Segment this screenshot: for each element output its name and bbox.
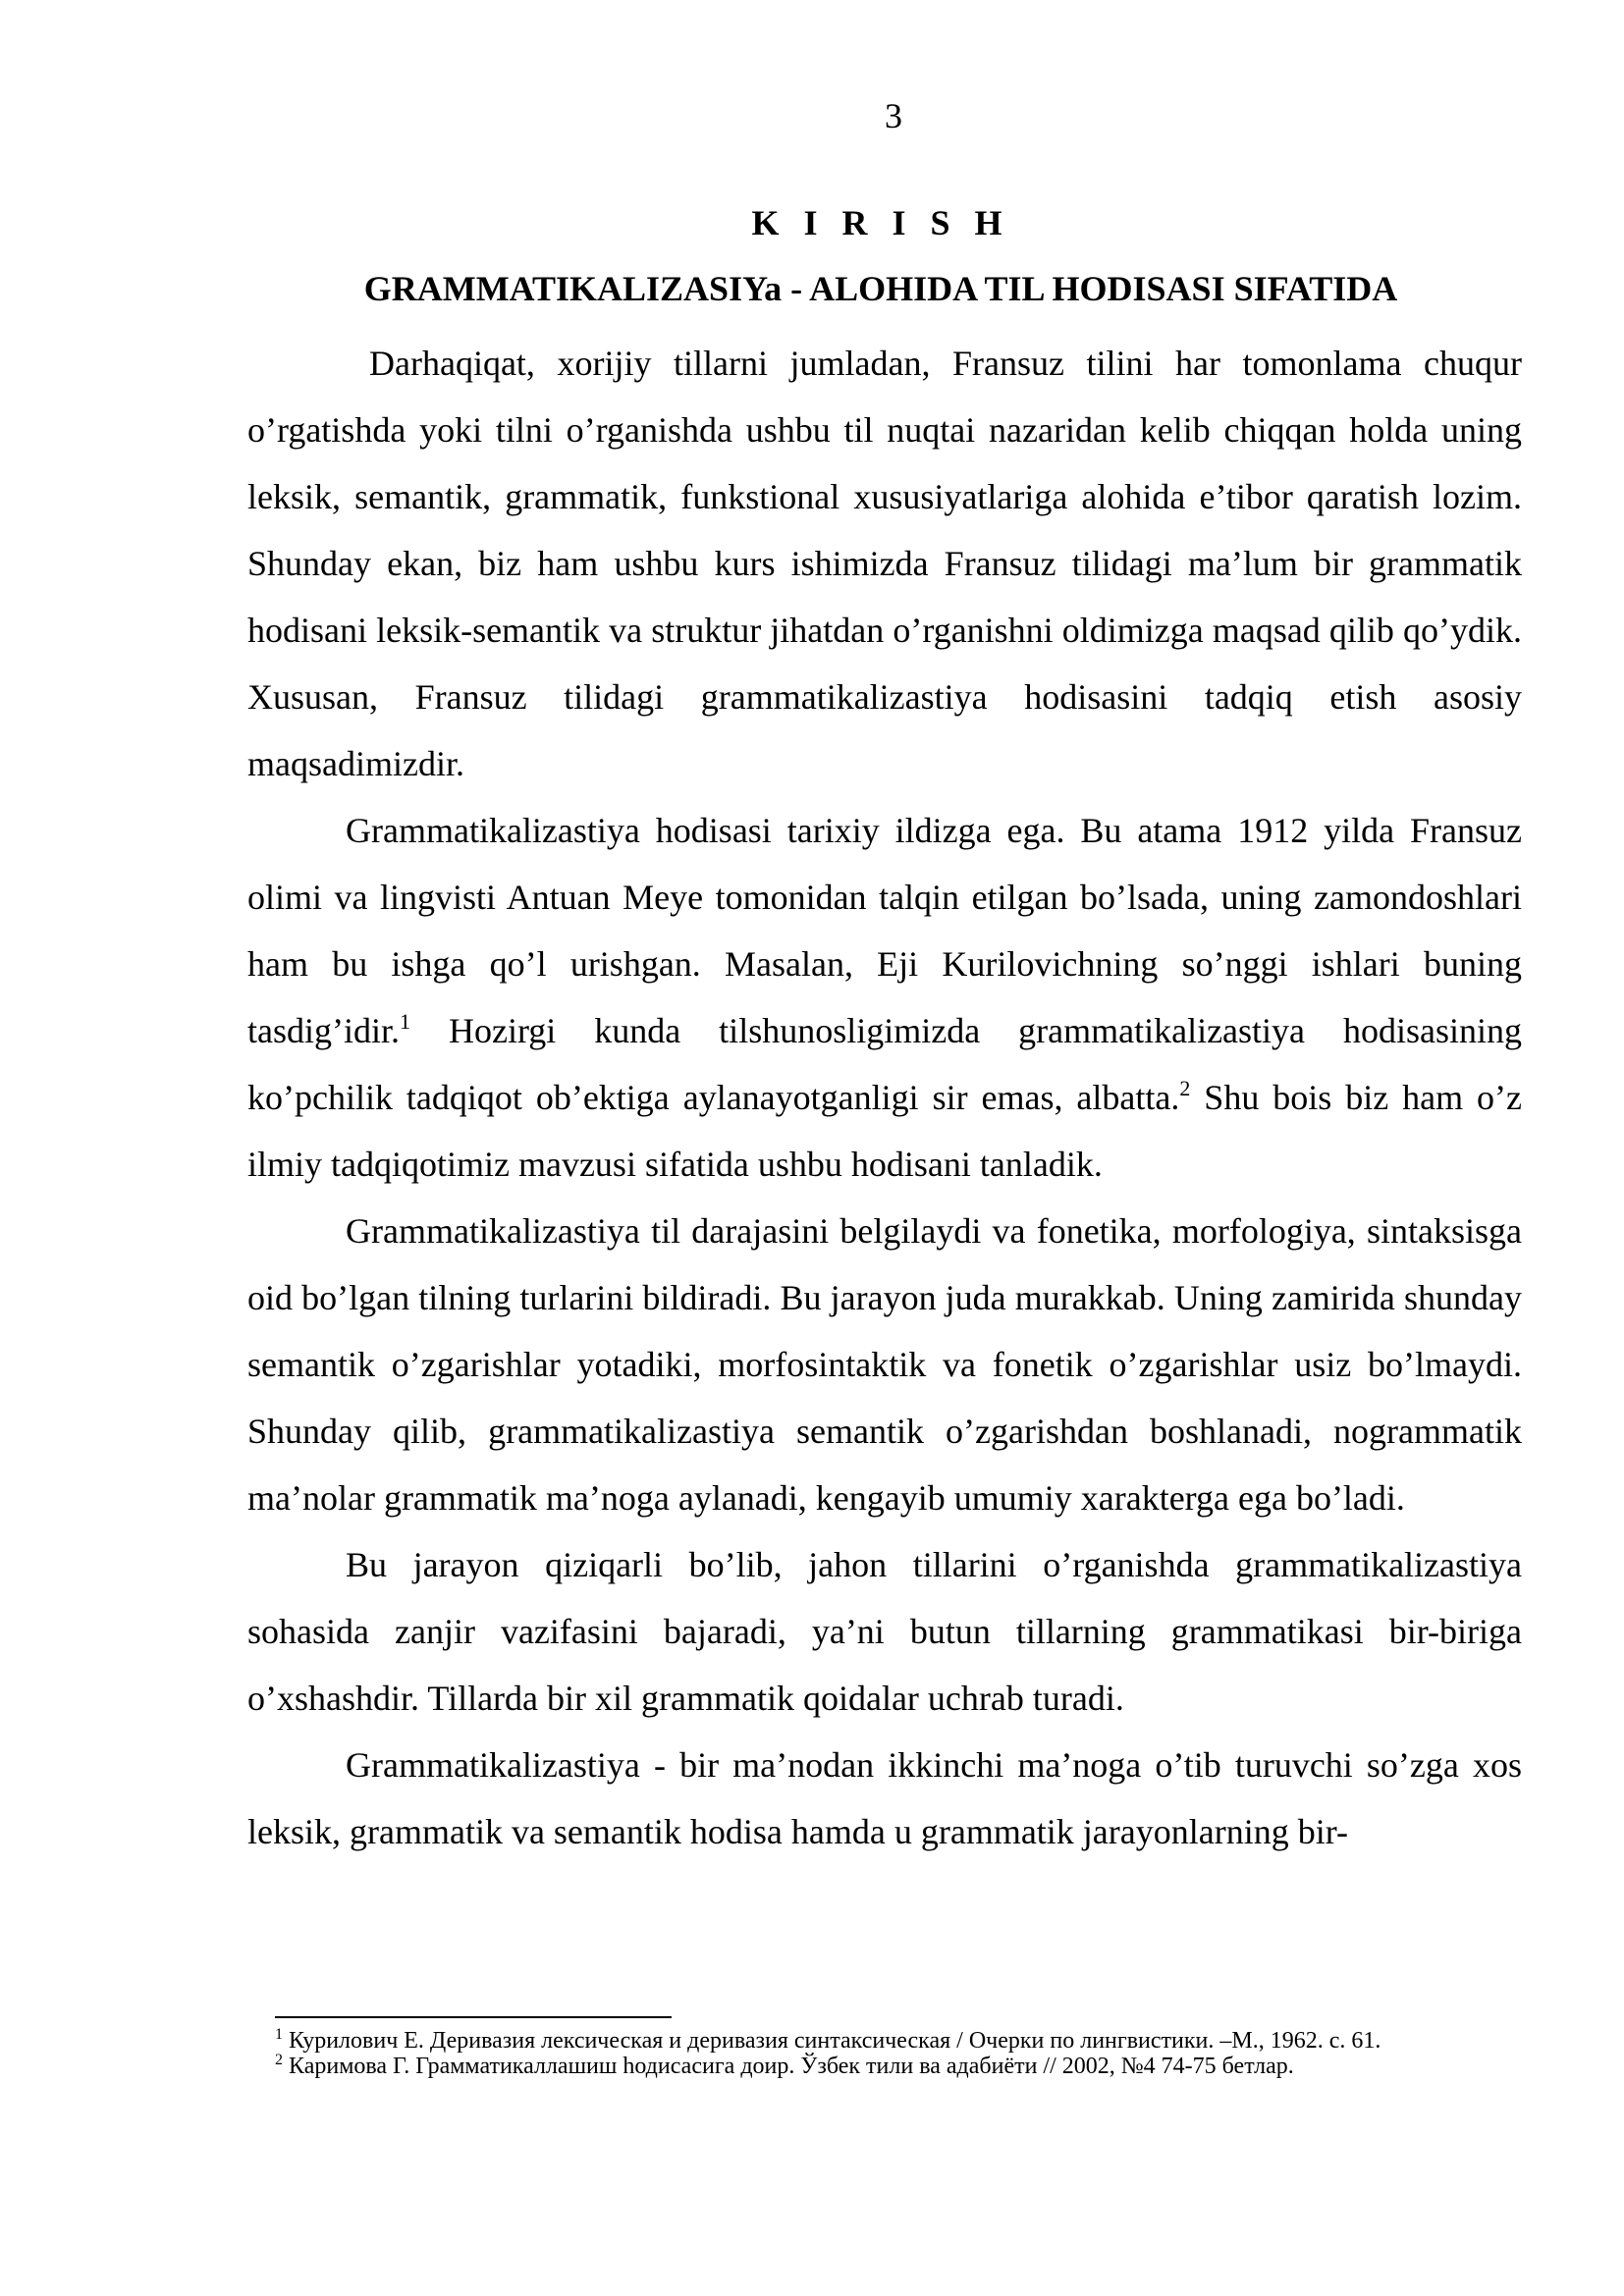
footnote-2-number: 2	[275, 2052, 283, 2068]
section-title: K I R I S H	[751, 203, 1010, 242]
footnote-ref-2[interactable]: 2	[1179, 1076, 1191, 1100]
paragraph-3: Grammatikalizastiya til darajasini belgilaydi va fonetika, morfologiya, sintaksisga oid bo’lgan tilning turlarini bildiradi. Bu jarayon juda murakkab. Uning zamirida shunday semantik o’zgarishlar yotadiki, morfosintaktik va fonetik o’zgarishlar usiz bo’lmaydi. Shunday qilib, grammatikalizastiya semantik o’zgarishdan boshlanadi, nogrammatik ma’nolar grammatik ma’noga aylanadi, kengayib umumiy xarakterga ega bo’ladi.	[247, 1211, 1522, 1518]
paragraph-2	[247, 797, 1522, 1198]
footnote-2	[275, 2054, 1551, 2079]
paragraph-4: Bu jarayon qiziqarli bo’lib, jahon tillarini o’rganishda grammatikalizastiya sohasida zanjir vazifasini bajaradi, ya’ni butun tillarning grammatikasi bir-biriga o’xshashdir. Tillarda bir xil grammatik qoidalar uchrab turadi.	[247, 1545, 1522, 1718]
footnote-1-number: 1	[275, 2026, 283, 2043]
footnote-2-text: Каримова Г. Грамматикаллашиш hодисасига доир. Ўзбек тили ва адабиёти // 2002, №4 74-75 бетлар.	[283, 2054, 1294, 2079]
footnotes	[275, 2028, 1551, 2079]
footnote-1	[275, 2028, 1551, 2054]
paragraph-1: Darhaqiqat, xorijiy tillarni jumladan, Fransuz tilini har tomonlama chuqur o’rgatishda yoki tilni o’rganishda ushbu til nuqtai nazaridan kelib chiqqan holda uning leksik, semantik, grammatik, funkstional xususiyatlariga alohida e’tibor qaratish lozim. Shunday ekan, biz ham ushbu kurs ishimizda Fransuz tilidagi ma’lum bir grammatik hodisani leksik-semantik va struktur jihatdan o’rganishni oldimizga maqsad qilib qo’ydik. Xususan, Fransuz tilidagi grammatikalizastiya hodisasini tadqiq etish asosiy maqsadimizdir.	[247, 344, 1522, 783]
paragraph-2-part-1: Grammatikalizastiya hodisasi tarixiy ildizga ega. Bu atama 1912 yilda Fransuz olimi va lingvisti Antuan Meye tomonidan talqin etilgan bo’lsada, uning zamondoshlari ham bu ishga qo’l urishgan. Masalan, Eji Kurilovichning so’nggi ishlari buning tasdig’idir.	[247, 811, 1522, 1050]
footnote-separator	[275, 2016, 672, 2018]
paragraph-2-part-2: Hozirgi kunda tilshunosligimizda grammatikalizastiya hodisasining ko’pchilik tadqiqot ob’ektiga aylanayotganligi sir emas, albatta.	[247, 1011, 1522, 1117]
page-number: 3	[885, 96, 902, 135]
body-text	[247, 330, 1522, 1865]
section-subtitle: GRAMMATIKALIZASIYa - ALOHIDA TIL HODISASI SIFATIDA	[363, 269, 1398, 308]
paragraph-5: Grammatikalizastiya - bir ma’nodan ikkinchi ma’noga o’tib turuvchi so’zga xos leksik, grammatik va semantik hodisa hamda u grammatik jarayonlarning bir-	[247, 1745, 1522, 1851]
paragraph-2-part-3: Shu bois biz ham o’z ilmiy tadqiqotimiz mavzusi sifatida ushbu hodisani tanladik.	[247, 1078, 1522, 1184]
footnote-ref-1[interactable]: 1	[400, 1009, 410, 1034]
footnote-1-text: Курилович Е. Деривазия лексическая и деривазия синтаксическая / Очерки по лингвистики. –М., 1962. с. 61.	[283, 2028, 1381, 2054]
